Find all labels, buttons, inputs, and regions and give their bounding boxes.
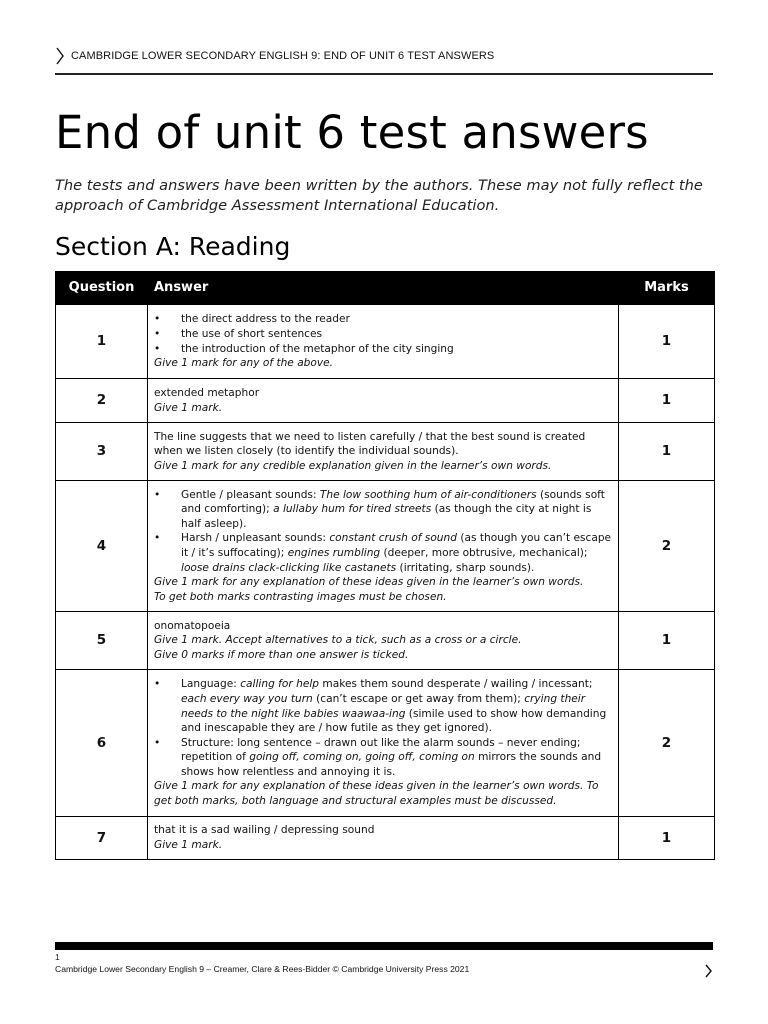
quoted-text: each every way you turn [181, 692, 313, 705]
answer-cell [148, 481, 619, 612]
answer-text: the introduction of the metaphor of the city singing [181, 342, 454, 355]
answer-text: (as though you can’t escape it / it’s suffocating); [181, 532, 612, 559]
answer-cell [148, 305, 619, 379]
marks-value: 1 [619, 612, 715, 670]
column-header-question: Question [56, 272, 148, 305]
answer-bullet-list [154, 677, 612, 779]
marking-note: Give 1 mark for any of the above. [154, 357, 334, 370]
answer-text: makes them sound desperate / wailing / incessant; [319, 678, 593, 691]
answer-bullet-list [154, 312, 612, 356]
answer-text: (as though the city at night is half asleep). [181, 503, 592, 530]
marks-value: 1 [619, 423, 715, 481]
marks-value: 1 [619, 817, 715, 860]
answer-text: the direct address to the reader [181, 313, 350, 326]
page-title: End of unit 6 test answers [55, 106, 649, 159]
answer-text: that it is a sad wailing / depressing sound [154, 824, 375, 837]
question-number: 7 [56, 817, 148, 860]
quoted-text: a lullaby hum for tired streets [273, 503, 432, 516]
footer-divider [55, 942, 713, 950]
header-divider [55, 73, 713, 75]
question-number: 5 [56, 612, 148, 670]
table-row [56, 379, 715, 423]
question-number: 4 [56, 481, 148, 612]
answer-bullet-item [154, 736, 612, 780]
answer-cell [148, 612, 619, 670]
column-header-marks: Marks [619, 272, 715, 305]
answer-text: Harsh / unpleasant sounds: [181, 532, 330, 545]
marking-note: Give 0 marks if more than one answer is ticked. [154, 648, 409, 661]
answer-text: (simile used to show how demanding and inescapable they are / how futile as they get ignored). [181, 707, 607, 735]
marking-note: Give 1 mark for any explanation of these ideas given in the learner’s own words. [154, 576, 584, 589]
marks-value: 2 [619, 670, 715, 817]
table-row [56, 481, 715, 612]
answer-cell [148, 670, 619, 817]
page-number: 1 [55, 952, 60, 962]
marks-value: 1 [619, 305, 715, 379]
table-row [56, 670, 715, 817]
running-header [55, 46, 713, 66]
answer-text: (sounds soft and comforting); [181, 488, 605, 516]
quoted-text: engines rumbling [287, 547, 381, 559]
answer-bullet-item [154, 327, 612, 342]
answer-text: Gentle / pleasant sounds: [181, 488, 320, 501]
table-row [56, 305, 715, 379]
table-row [56, 612, 715, 670]
answer-text: onomatopoeia [154, 619, 231, 632]
table-header-row [56, 272, 715, 305]
intro-text: The tests and answers have been written by the authors. These may not fully reflect the approach of Cambridge Assessment International Education. [55, 177, 703, 214]
marking-note: Give 1 mark. Accept alternatives to a tick, such as a cross or a circle. [154, 634, 522, 647]
marking-note: Give 1 mark for any credible explanation given in the learner’s own words. [154, 459, 552, 472]
marks-value: 2 [619, 481, 715, 612]
quoted-text: going off, coming on, going off, coming on [249, 751, 475, 764]
question-number: 1 [56, 305, 148, 379]
answer-text: (can’t escape or get away from them); [312, 692, 525, 705]
bullet-icon: • [154, 342, 161, 355]
bullet-icon: • [154, 327, 161, 340]
bullet-icon: • [154, 313, 161, 326]
marks-value: 1 [619, 379, 715, 423]
answer-text: the use of short sentences [181, 327, 323, 340]
quoted-text: The low soothing hum of air-conditioners [319, 488, 537, 501]
answer-text: (deeper, more obtrusive, mechanical); [380, 547, 588, 559]
answer-text: Language: [181, 678, 241, 691]
answer-bullet-item [154, 531, 612, 575]
answers-table [55, 271, 715, 860]
table-row [56, 817, 715, 860]
marking-note: To get both marks contrasting images must be chosen. [154, 590, 447, 603]
quoted-text: constant crush of sound [329, 532, 457, 545]
answer-bullet-item [154, 342, 612, 357]
bullet-icon: • [154, 736, 161, 749]
question-number: 6 [56, 670, 148, 817]
marking-note: Give 1 mark. [154, 839, 223, 851]
answer-text: extended metaphor [154, 386, 260, 399]
question-number: 2 [56, 379, 148, 423]
section-heading: Section A: Reading [55, 232, 291, 261]
answer-cell [148, 423, 619, 481]
quoted-text: calling for help [240, 678, 320, 691]
question-number: 3 [56, 423, 148, 481]
table-row [56, 423, 715, 481]
chevron-right-icon [704, 963, 713, 978]
marking-note: Give 1 mark. [154, 401, 223, 414]
bullet-icon: • [154, 488, 161, 501]
quoted-text: loose drains clack-clicking like castanets [181, 561, 397, 574]
answer-text: Structure: long sentence – drawn out like the alarm sounds – never ending; repetition of [181, 736, 581, 764]
answer-bullet-list [154, 488, 612, 576]
answer-bullet-item [154, 488, 612, 532]
quoted-text: crying their needs to the night like babies waawaa-ing [181, 692, 586, 720]
marking-note: Give 1 mark for any explanation of these ideas given in the learner’s own words. To get both marks, both language and structural examples must be discussed. [154, 780, 599, 808]
answer-bullet-item [154, 312, 612, 327]
answer-text: The line suggests that we need to listen carefully / that the best sound is created when we listen closely (to identify the individual sounds). [154, 430, 586, 458]
bullet-icon: • [154, 678, 161, 691]
footer-citation: Cambridge Lower Secondary English 9 – Creamer, Clare & Rees-Bidder © Cambridge University Press 2021 [55, 964, 470, 974]
answer-text: (irritating, sharp sounds). [396, 561, 535, 574]
answer-bullet-item [154, 677, 612, 735]
column-header-answer: Answer [148, 272, 619, 305]
answer-cell [148, 817, 619, 860]
chevron-right-icon [55, 46, 65, 66]
running-header-title: CAMBRIDGE LOWER SECONDARY ENGLISH 9: END OF UNIT 6 TEST ANSWERS [71, 50, 495, 62]
bullet-icon: • [154, 532, 161, 545]
answer-cell [148, 379, 619, 423]
answer-text: mirrors the sounds and shows how relentless and annoying it is. [181, 751, 602, 778]
